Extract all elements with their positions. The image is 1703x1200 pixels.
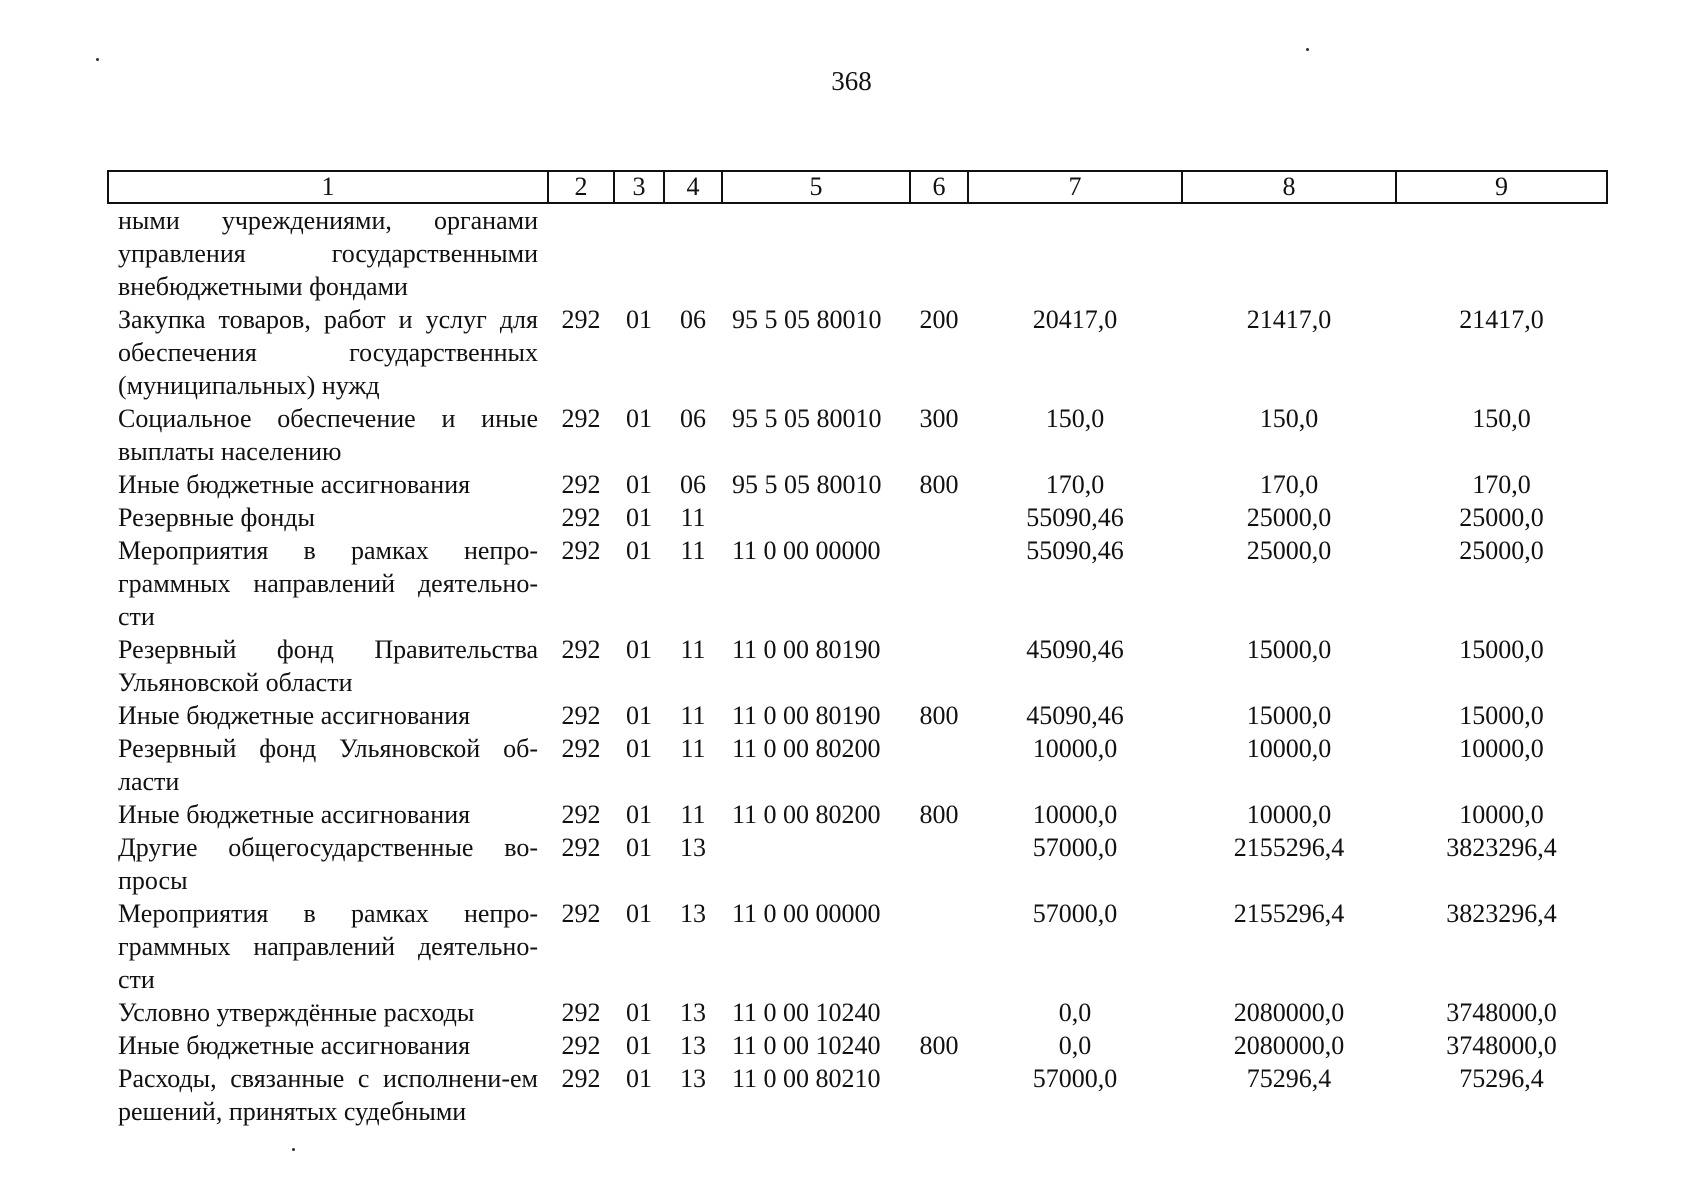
cell-target-article: 11 0 00 80200 — [732, 800, 881, 829]
cell-ministry: 292 — [561, 470, 601, 499]
cell-amount-col8: 75296,4 — [1246, 1064, 1332, 1093]
cell-ministry: 292 — [561, 899, 601, 928]
table-row — [108, 468, 1607, 501]
column-header-4: 4 — [664, 171, 722, 203]
cell-subsection: 13 — [680, 899, 706, 928]
cell-subsection: 06 — [680, 470, 706, 499]
cell-section: 01 — [626, 305, 652, 334]
cell-amount-col8: 2080000,0 — [1233, 998, 1345, 1027]
cell-ministry: 292 — [561, 833, 601, 862]
table-row — [108, 798, 1607, 831]
cell-target-article: 11 0 00 10240 — [732, 1031, 881, 1060]
cell-expense-type — [910, 203, 968, 303]
cell-subsection: 11 — [680, 503, 706, 532]
cell-ministry: 292 — [561, 305, 601, 334]
cell-amount-col9: 25000,0 — [1459, 503, 1544, 532]
cell-amount-col8: 150,0 — [1259, 404, 1319, 433]
cell-amount-col9: 170,0 — [1472, 470, 1531, 499]
cell-section: 01 — [626, 503, 652, 532]
cell-amount-col9 — [1396, 203, 1607, 303]
column-header-2: 2 — [548, 171, 614, 203]
cell-expense-type — [910, 996, 968, 1029]
row-description: ными учреждениями, органами управления государственными внебюджетными фондами — [118, 206, 538, 301]
cell-section: 01 — [626, 470, 652, 499]
cell-section: 01 — [626, 1064, 652, 1093]
row-description: Иные бюджетные ассигнования — [118, 701, 471, 730]
cell-subsection: 11 — [680, 800, 706, 829]
cell-expense-type: 800 — [919, 1031, 959, 1060]
cell-amount-col7 — [968, 203, 1182, 303]
cell-target-article: 11 0 00 80190 — [732, 635, 881, 664]
table-row — [108, 732, 1607, 798]
table-row — [108, 1062, 1607, 1128]
row-description: Резервные фонды — [118, 503, 315, 532]
cell-amount-col7: 20417,0 — [1032, 305, 1118, 334]
cell-ministry: 292 — [561, 503, 601, 532]
row-description: Мероприятия в рамках непро-граммных направлений деятельно-сти — [118, 899, 538, 994]
cell-subsection: 06 — [680, 305, 706, 334]
column-header-6: 6 — [910, 171, 968, 203]
column-header-3: 3 — [614, 171, 664, 203]
cell-amount-col7: 45090,46 — [1026, 701, 1124, 730]
cell-target-article — [722, 831, 910, 897]
cell-target-article: 11 0 00 10240 — [732, 998, 881, 1027]
cell-section — [614, 203, 664, 303]
cell-amount-col7: 55090,46 — [1026, 503, 1124, 532]
cell-subsection: 11 — [680, 635, 706, 664]
cell-subsection: 11 — [680, 536, 706, 565]
cell-amount-col7: 10000,0 — [1032, 800, 1118, 829]
cell-ministry: 292 — [561, 1064, 601, 1093]
column-header-9: 9 — [1396, 171, 1607, 203]
cell-subsection: 13 — [680, 998, 706, 1027]
table-row — [108, 501, 1607, 534]
cell-ministry: 292 — [561, 701, 601, 730]
cell-amount-col8: 25000,0 — [1246, 503, 1332, 532]
cell-amount-col9: 3748000,0 — [1446, 998, 1557, 1027]
scan-speck — [292, 1148, 295, 1151]
row-description: Резервный фонд Ульяновской об-ласти — [118, 734, 538, 796]
cell-section: 01 — [626, 899, 652, 928]
cell-amount-col7: 57000,0 — [1032, 1064, 1118, 1093]
cell-expense-type — [910, 501, 968, 534]
cell-target-article — [722, 203, 910, 303]
cell-expense-type — [910, 633, 968, 699]
cell-amount-col7: 150,0 — [1045, 404, 1105, 433]
cell-amount-col8: 15000,0 — [1246, 635, 1332, 664]
table-row — [108, 203, 1607, 303]
cell-amount-col7: 170,0 — [1045, 470, 1105, 499]
cell-section: 01 — [626, 734, 652, 763]
column-header-1: 1 — [108, 171, 548, 203]
row-description: Закупка товаров, работ и услуг для обеспечения государственных (муниципальных) нужд — [118, 305, 538, 400]
cell-target-article: 95 5 05 80010 — [732, 470, 882, 499]
cell-expense-type: 800 — [919, 470, 959, 499]
table-row — [108, 897, 1607, 996]
cell-section: 01 — [626, 1031, 652, 1060]
header-row — [108, 171, 1607, 203]
cell-amount-col9: 21417,0 — [1459, 305, 1544, 334]
cell-expense-type — [910, 732, 968, 798]
cell-target-article: 11 0 00 80210 — [732, 1064, 881, 1093]
cell-amount-col9: 150,0 — [1472, 404, 1531, 433]
row-description: Иные бюджетные ассигнования — [118, 1031, 471, 1060]
cell-amount-col8: 15000,0 — [1246, 701, 1332, 730]
cell-expense-type: 800 — [919, 800, 959, 829]
cell-section: 01 — [626, 800, 652, 829]
cell-target-article: 11 0 00 80190 — [732, 701, 881, 730]
table-row — [108, 303, 1607, 402]
cell-ministry: 292 — [561, 800, 601, 829]
cell-ministry — [548, 203, 614, 303]
cell-subsection: 13 — [680, 1031, 706, 1060]
row-description: Резервный фонд Правительства Ульяновской области — [118, 635, 538, 697]
cell-amount-col8: 25000,0 — [1246, 536, 1332, 565]
cell-expense-type — [910, 897, 968, 996]
cell-amount-col9: 3823296,4 — [1446, 833, 1557, 862]
cell-section: 01 — [626, 635, 652, 664]
cell-amount-col8: 2080000,0 — [1233, 1031, 1345, 1060]
cell-section: 01 — [626, 998, 652, 1027]
cell-ministry: 292 — [561, 1031, 601, 1060]
row-description: Социальное обеспечение и иные выплаты населению — [118, 404, 538, 466]
cell-amount-col8: 10000,0 — [1246, 734, 1332, 763]
table-row — [108, 1029, 1607, 1062]
cell-section: 01 — [626, 404, 652, 433]
page-number: 368 — [831, 66, 872, 96]
cell-expense-type: 300 — [919, 404, 959, 433]
cell-expense-type — [910, 831, 968, 897]
cell-amount-col8 — [1182, 203, 1396, 303]
cell-subsection: 13 — [680, 1064, 706, 1093]
cell-expense-type — [910, 1062, 968, 1128]
row-description: Условно утверждённые расходы — [118, 998, 475, 1027]
cell-amount-col8: 170,0 — [1259, 470, 1319, 499]
cell-target-article: 11 0 00 80200 — [732, 734, 881, 763]
cell-amount-col7: 57000,0 — [1032, 833, 1118, 862]
scan-speck — [1306, 48, 1309, 51]
cell-target-article: 95 5 05 80010 — [732, 305, 882, 334]
cell-subsection: 11 — [680, 701, 706, 730]
column-header-7: 7 — [968, 171, 1182, 203]
cell-section: 01 — [626, 701, 652, 730]
cell-amount-col8: 10000,0 — [1246, 800, 1332, 829]
cell-amount-col9: 25000,0 — [1459, 536, 1544, 565]
cell-amount-col8: 2155296,4 — [1233, 899, 1345, 928]
table-row — [108, 633, 1607, 699]
cell-amount-col8: 2155296,4 — [1233, 833, 1345, 862]
table-body — [108, 203, 1607, 1128]
cell-subsection: 06 — [680, 404, 706, 433]
cell-amount-col7: 0,0 — [1058, 1031, 1092, 1060]
table-row — [108, 699, 1607, 732]
cell-amount-col9: 75296,4 — [1459, 1064, 1544, 1093]
cell-subsection: 11 — [680, 734, 706, 763]
cell-ministry: 292 — [561, 635, 601, 664]
cell-target-article: 11 0 00 00000 — [732, 899, 881, 928]
cell-expense-type — [910, 534, 968, 633]
cell-amount-col7: 55090,46 — [1026, 536, 1124, 565]
cell-amount-col9: 15000,0 — [1459, 701, 1544, 730]
cell-ministry: 292 — [561, 536, 601, 565]
cell-ministry: 292 — [561, 998, 601, 1027]
cell-amount-col7: 10000,0 — [1032, 734, 1118, 763]
budget-table — [107, 170, 1608, 1128]
cell-target-article: 95 5 05 80010 — [732, 404, 882, 433]
cell-amount-col7: 57000,0 — [1032, 899, 1118, 928]
cell-amount-col9: 15000,0 — [1459, 635, 1544, 664]
cell-expense-type: 200 — [919, 305, 959, 334]
cell-amount-col9: 10000,0 — [1459, 800, 1544, 829]
cell-target-article — [722, 501, 910, 534]
cell-amount-col7: 45090,46 — [1026, 635, 1124, 664]
table-row — [108, 402, 1607, 468]
table-row — [108, 831, 1607, 897]
row-description: Мероприятия в рамках непро-граммных направлений деятельно-сти — [118, 536, 538, 631]
table-row — [108, 996, 1607, 1029]
cell-amount-col7: 0,0 — [1058, 998, 1092, 1027]
row-description: Иные бюджетные ассигнования — [118, 800, 471, 829]
table-row — [108, 534, 1607, 633]
cell-target-article: 11 0 00 00000 — [732, 536, 881, 565]
cell-amount-col9: 3823296,4 — [1446, 899, 1557, 928]
row-description: Иные бюджетные ассигнования — [118, 470, 471, 499]
column-header-5: 5 — [722, 171, 910, 203]
column-header-8: 8 — [1182, 171, 1396, 203]
cell-subsection: 13 — [680, 833, 706, 862]
cell-section: 01 — [626, 833, 652, 862]
scan-speck — [96, 58, 99, 61]
cell-ministry: 292 — [561, 404, 601, 433]
cell-expense-type: 800 — [919, 701, 959, 730]
cell-ministry: 292 — [561, 734, 601, 763]
row-description: Другие общегосударственные во-просы — [118, 833, 538, 895]
cell-amount-col9: 3748000,0 — [1446, 1031, 1557, 1060]
cell-amount-col9: 10000,0 — [1459, 734, 1544, 763]
cell-subsection — [664, 203, 722, 303]
cell-amount-col8: 21417,0 — [1246, 305, 1332, 334]
row-description: Расходы, связанные с исполнени-ем решений, принятых судебными — [118, 1064, 538, 1126]
cell-section: 01 — [626, 536, 652, 565]
